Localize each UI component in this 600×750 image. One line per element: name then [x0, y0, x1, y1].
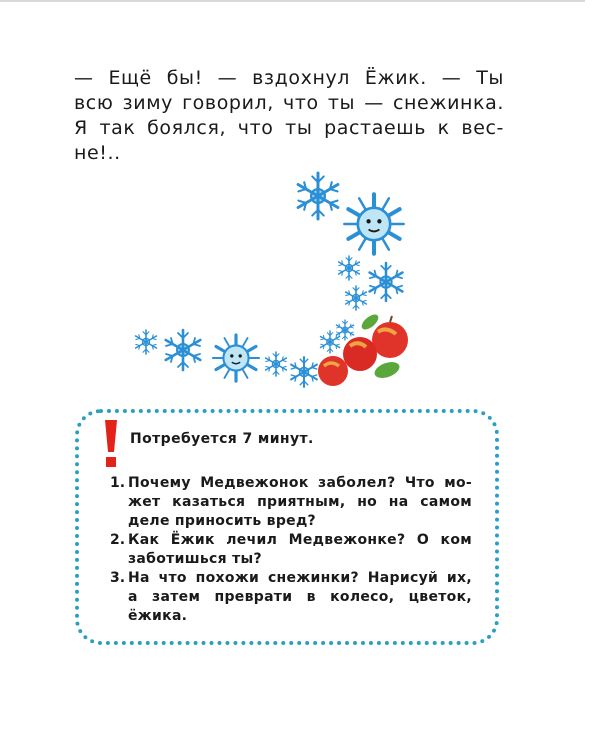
question-number: 3. — [110, 570, 126, 586]
snowflake-face — [213, 335, 259, 381]
time-note: Потребуется 7 минут. — [130, 431, 314, 447]
question-line: На что похожи снежинки? Нарисуй их, — [128, 570, 472, 586]
snowflake — [370, 263, 403, 301]
story-line: — Ещё бы! — вздохнул Ёжик. — Ты — [74, 67, 504, 89]
question-list — [110, 474, 472, 626]
story-line: Я так боялся, что ты растаешь к вес- — [74, 117, 504, 139]
story-line: не!.. — [74, 142, 121, 164]
question-item — [110, 531, 472, 569]
question-item — [110, 474, 472, 531]
snowflake — [291, 357, 317, 387]
question-line: заботишься ты? — [128, 551, 262, 567]
exclamation-icon — [102, 420, 120, 470]
story-line: всю зиму говорил, что ты — снежинка. — [74, 92, 504, 114]
snowflake — [346, 286, 367, 310]
question-line: а затем преврати в колесо, цветок, — [128, 589, 472, 605]
snowflake — [136, 330, 157, 354]
question-text — [128, 531, 472, 569]
question-text — [128, 569, 472, 626]
snowflake — [298, 173, 338, 219]
question-line: жет казаться приятным, но на самом — [128, 494, 472, 510]
question-line: Как Ёжик лечил Медвежонке? О ком — [128, 532, 472, 548]
snowflake-face — [344, 194, 403, 253]
question-line: Почему Медвежонок заболел? Что мо- — [128, 475, 472, 491]
snowflake — [166, 330, 201, 370]
snowflake — [266, 352, 287, 376]
question-number: 1. — [110, 475, 126, 491]
question-number: 2. — [110, 532, 126, 548]
question-line: деле приносить вред? — [128, 513, 316, 529]
question-line: ёжика. — [128, 608, 188, 624]
question-item — [110, 569, 472, 626]
apple-cluster — [318, 312, 408, 386]
snowflake — [339, 256, 360, 280]
question-text — [128, 474, 472, 531]
